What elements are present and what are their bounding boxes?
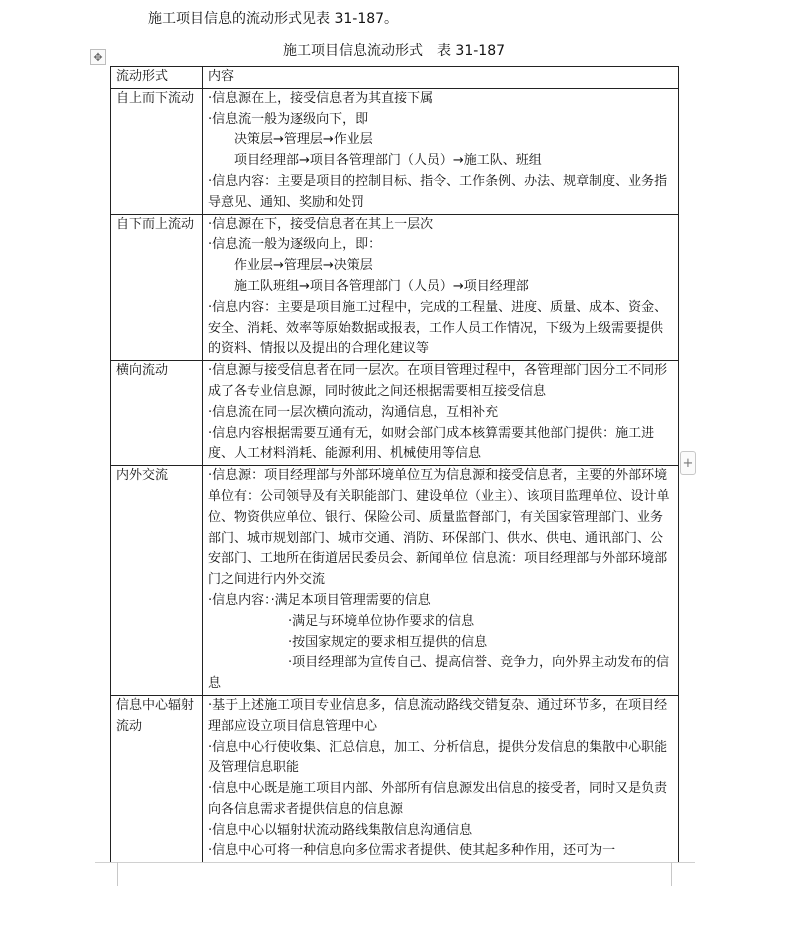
content-line: ·信息内容：主要是项目施工过程中，完成的工程量、进度、质量、成本、资金、安全、消耗、效率等原始数据或报表，工作人员工作情况，下级为上级需要提供的资料、情报以及提出的合理化建议等 xyxy=(208,299,668,357)
content-line: ·信息内容根据需要互通有无，如财会部门成本核算需要其他部门提供：施工进度、人工材料消耗、能源利用、机械使用等信息 xyxy=(208,425,655,462)
page-margin-guide-right xyxy=(671,862,672,886)
page-bottom-guide xyxy=(95,862,695,863)
plus-icon[interactable]: + xyxy=(680,451,696,475)
table-row xyxy=(111,214,679,361)
intro-paragraph: 施工项目信息的流动形式见表 31-187。 xyxy=(148,11,399,27)
content-line: ·项目经理部为宣传自己、提高信誉、竞争力，向外界主动发布的信息 xyxy=(208,655,670,692)
content-line: ·信息中心既是施工项目内部、外部所有信息源发出信息的接受者，同时又是负责向各信息需求者提供信息的信息源 xyxy=(208,781,668,817)
content-line: ·基于上述施工项目专业信息多，信息流动路线交错复杂、通过环节多，在项目经理部应设立项目信息管理中心 xyxy=(208,697,668,734)
flow-type-cell: 自上而下流动 xyxy=(111,88,203,214)
content-line: ·按国家规定的要求相互提供的信息 xyxy=(288,634,488,650)
content-cell xyxy=(203,214,679,361)
table-row xyxy=(111,466,679,696)
table-row xyxy=(111,88,679,214)
content-line: ·信息中心以辐射状流动路线集散信息沟通信息 xyxy=(208,822,473,838)
flow-type-cell: 自下而上流动 xyxy=(111,214,203,361)
page-margin-guide-left xyxy=(117,862,118,886)
flow-type-cell: 内外交流 xyxy=(111,466,203,696)
content-cell xyxy=(203,361,679,466)
content-line: 项目经理部→项目各管理部门（人员）→施工队、班组 xyxy=(234,153,542,169)
table-header-row xyxy=(111,67,679,89)
content-line: ·满足与环境单位协作要求的信息 xyxy=(288,613,475,629)
header-flow-form: 流动形式 xyxy=(111,67,203,89)
info-flow-table xyxy=(110,66,679,863)
content-cell xyxy=(203,466,679,696)
content-cell xyxy=(203,88,679,214)
content-line: ·信息源在下，接受信息者在其上一层次 xyxy=(208,216,434,232)
table-row xyxy=(111,695,679,862)
content-line: 施工队班组→项目各管理部门（人员）→项目经理部 xyxy=(234,278,529,294)
content-line: ·信息源与接受信息者在同一层次。在项目管理过程中，各管理部门因分工不同形成了各专业信息源，同时彼此之间还根据需要相互接受信息 xyxy=(208,363,668,399)
content-line: ·信息源：项目经理部与外部环境单位互为信息源和接受信息者，主要的外部环境单位有：公司领导及有关职能部门、建设单位（业主）、该项目监理单位、设计单位、物资供应单位、银行、保险公司、质量监督部门，有关国家管理部门、业务部门、城市规划部门、城市交通、消防、环保部门、供水、供电、通讯部门、公安部门、工地所在街道居民委员会、新闻单位 信息流：项目经理部与外部环境部门之间进行内外交流 xyxy=(208,468,670,588)
content-line: ·信息内容：·满足本项目管理需要的信息 xyxy=(208,592,431,608)
flow-type-cell: 信息中心辐射流动 xyxy=(111,695,203,862)
content-line: 决策层→管理层→作业层 xyxy=(234,132,373,148)
content-line: ·信息内容：主要是项目的控制目标、指令、工作条例、办法、规章制度、业务指导意见、通知、奖励和处罚 xyxy=(208,173,668,210)
table-caption: 施工项目信息流动形式 表 31-187 xyxy=(282,43,506,59)
content-cell xyxy=(203,695,679,862)
content-line: ·信息中心行使收集、汇总信息，加工、分析信息，提供分发信息的集散中心职能及管理信息职能 xyxy=(208,739,668,776)
flow-type-cell: 横向流动 xyxy=(111,361,203,466)
content-line: 作业层→管理层→决策层 xyxy=(234,258,373,274)
move-arrows-icon[interactable]: ✥ xyxy=(90,49,106,65)
content-line: ·信息流一般为逐级向下，即 xyxy=(208,111,369,127)
content-line: ·信息流一般为逐级向上，即： xyxy=(208,237,382,253)
content-line: ·信息源在上，接受信息者为其直接下属 xyxy=(208,90,434,106)
header-content: 内容 xyxy=(203,67,679,89)
table-row xyxy=(111,361,679,466)
content-line: ·信息中心可将一种信息向多位需求者提供、使其起多种作用，还可为一 xyxy=(208,843,616,859)
content-line: ·信息流在同一层次横向流动，沟通信息，互相补充 xyxy=(208,404,499,420)
